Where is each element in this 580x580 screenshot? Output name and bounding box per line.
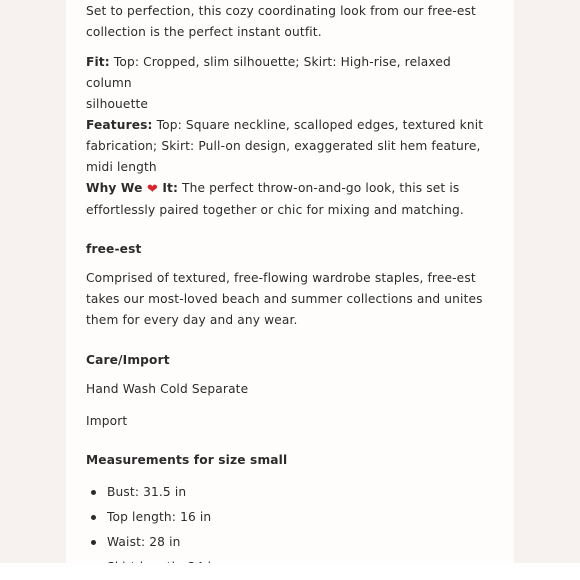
intro-line: collection is the perfect instant outfit.: [86, 25, 322, 39]
features-line: fabrication; Skirt: Pull-on design, exaggerated slit hem feature,: [86, 139, 481, 153]
collection-heading: free-est: [86, 242, 142, 256]
measurements-heading: Measurements for size small: [86, 453, 288, 467]
fit-details: [86, 52, 496, 115]
features-label: Features:: [86, 118, 153, 132]
why-text: The perfect throw-on-and-go look, this set is: [178, 181, 460, 195]
why-line: effortlessly paired together or chic for mixing and matching.: [86, 203, 464, 217]
list-item: Waist: 28 in: [86, 530, 496, 555]
fit-line: silhouette: [86, 97, 149, 111]
why-label: Why We ❤ It:: [86, 181, 178, 195]
list-item: Top length: 16 in: [86, 505, 496, 530]
collection-line: Comprised of textured, free-flowing wardrobe staples, free-est: [86, 271, 476, 285]
collection-description: [86, 268, 496, 331]
features-details: [86, 115, 496, 178]
heart-icon: ❤: [146, 182, 158, 197]
product-description-page: [66, 0, 514, 563]
bullet-icon: [91, 490, 96, 495]
list-item: Bust: 31.5 in: [86, 480, 496, 505]
collection-line: takes our most-loved beach and summer collections and unites: [86, 292, 483, 306]
product-description: [86, 1, 496, 580]
fit-text: Top: Cropped, slim silhouette; Skirt: High-rise, relaxed column: [86, 55, 451, 90]
why-we-love-it: [86, 178, 496, 221]
bullet-icon: [91, 515, 96, 520]
features-line: midi length: [86, 160, 157, 174]
fit-label: Fit:: [86, 55, 110, 69]
why-line: [86, 178, 496, 200]
care-heading: Care/Import: [86, 353, 170, 367]
care-wash: Hand Wash Cold Separate: [86, 382, 249, 396]
bullet-icon: [91, 540, 96, 545]
collection-line: them for every day and any wear.: [86, 313, 298, 327]
intro-text: [86, 1, 496, 43]
features-text: Top: Square neckline, scalloped edges, textured knit: [152, 118, 484, 132]
intro-line: Set to perfection, this cozy coordinating look from our free-est: [86, 4, 476, 18]
bottom-strip: [0, 563, 580, 580]
care-import: Import: [86, 414, 128, 428]
fit-line: [86, 52, 496, 94]
features-line: [86, 115, 496, 136]
